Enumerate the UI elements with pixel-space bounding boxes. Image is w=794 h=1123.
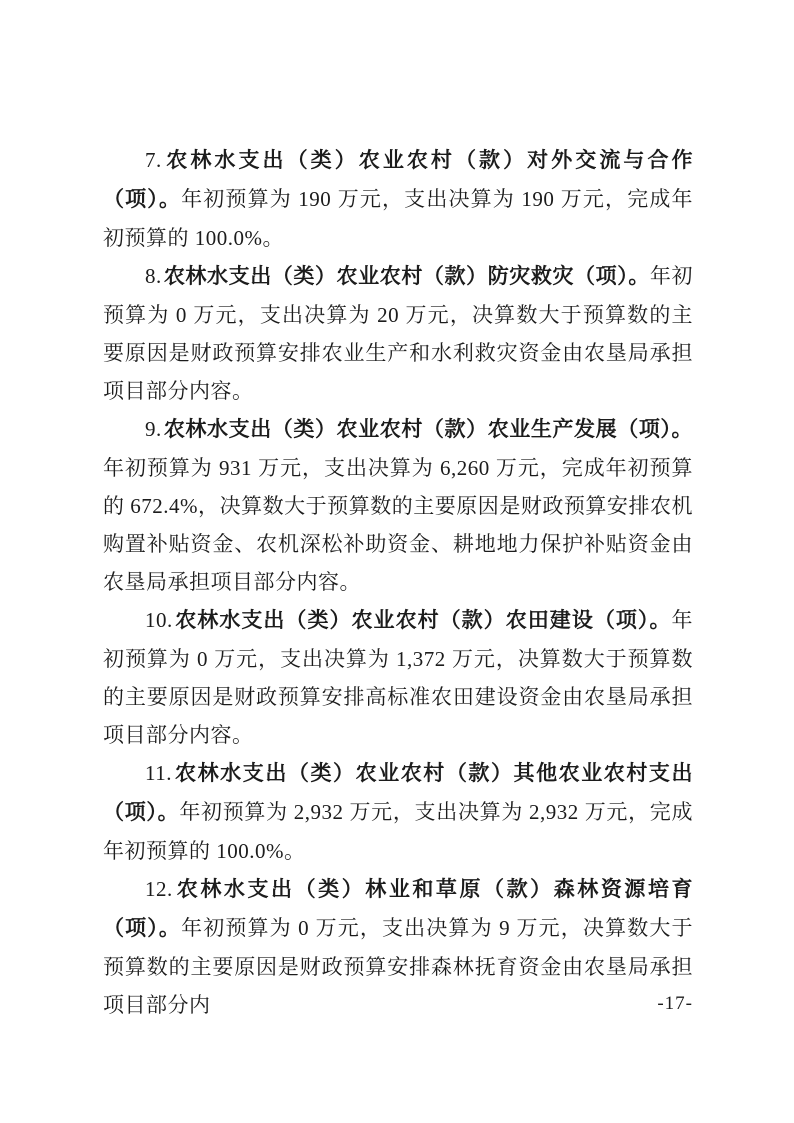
- page-footer: [103, 993, 693, 1015]
- paragraph-heading: 农林水支出（类）农业农村（款）防灾救灾（项）。: [163, 265, 650, 288]
- paragraph-item-10: [103, 601, 693, 754]
- paragraph-item-11: [103, 754, 693, 870]
- paragraph-number: 7.: [145, 148, 162, 172]
- paragraph-text: 年初预算为 0 万元，支出决算为 20 万元，决算数大于预算数的主要原因是财政预算安排农业生产和水利救灾资金由农垦局承担项目部分内容。: [103, 264, 694, 403]
- paragraph-number: 10.: [145, 608, 173, 632]
- paragraph-text: 年初预算为 190 万元，支出决算为 190 万元，完成年初预算的 100.0%。: [103, 187, 694, 250]
- document-body: [103, 141, 693, 1024]
- page-number: -17-: [657, 993, 693, 1014]
- paragraph-text: 年初预算为 0 万元，支出决算为 9 万元，决算数大于预算数的主要原因是财政预算安排森林抚育资金由农垦局承担项目部分内: [103, 916, 694, 1017]
- paragraph-number: 9.: [145, 417, 162, 441]
- paragraph-number: 11.: [145, 761, 172, 785]
- paragraph-heading: 农林水支出（类）农业农村（款）农业生产发展（项）。: [163, 418, 693, 441]
- paragraph-number: 12.: [145, 877, 173, 901]
- paragraph-text: 年初预算为 0 万元，支出决算为 1,372 万元，决算数大于预算数的主要原因是财政预算安排高标准农田建设资金由农垦局承担项目部分内容。: [103, 608, 693, 747]
- paragraph-text: 年初预算为 2,932 万元，支出决算为 2,932 万元，完成年初预算的 100.0%。: [103, 800, 694, 863]
- paragraph-item-9: [103, 410, 693, 601]
- paragraph-heading: 农林水支出（类）农业农村（款）农田建设（项）。: [174, 609, 672, 632]
- paragraph-text: 年初预算为 931 万元，支出决算为 6,260 万元，完成年初预算的 672.4%，决算数大于预算数的主要原因是财政预算安排农机购置补贴资金、农机深松补助资金、耕地地力保护补贴资金由农垦局承担项目部分内容。: [103, 456, 693, 594]
- paragraph-item-8: [103, 257, 693, 410]
- paragraph-heading: 农林水支出（类）林业和草原（款）森林资源培育（项）。: [103, 878, 693, 940]
- paragraph-heading: 农林水支出（类）农业农村（款）其他农业农村支出（项）。: [103, 762, 693, 824]
- paragraph-number: 8.: [145, 264, 162, 288]
- paragraph-heading: 农林水支出（类）农业农村（款）对外交流与合作（项）。: [103, 149, 693, 211]
- paragraph-item-7: [103, 141, 693, 257]
